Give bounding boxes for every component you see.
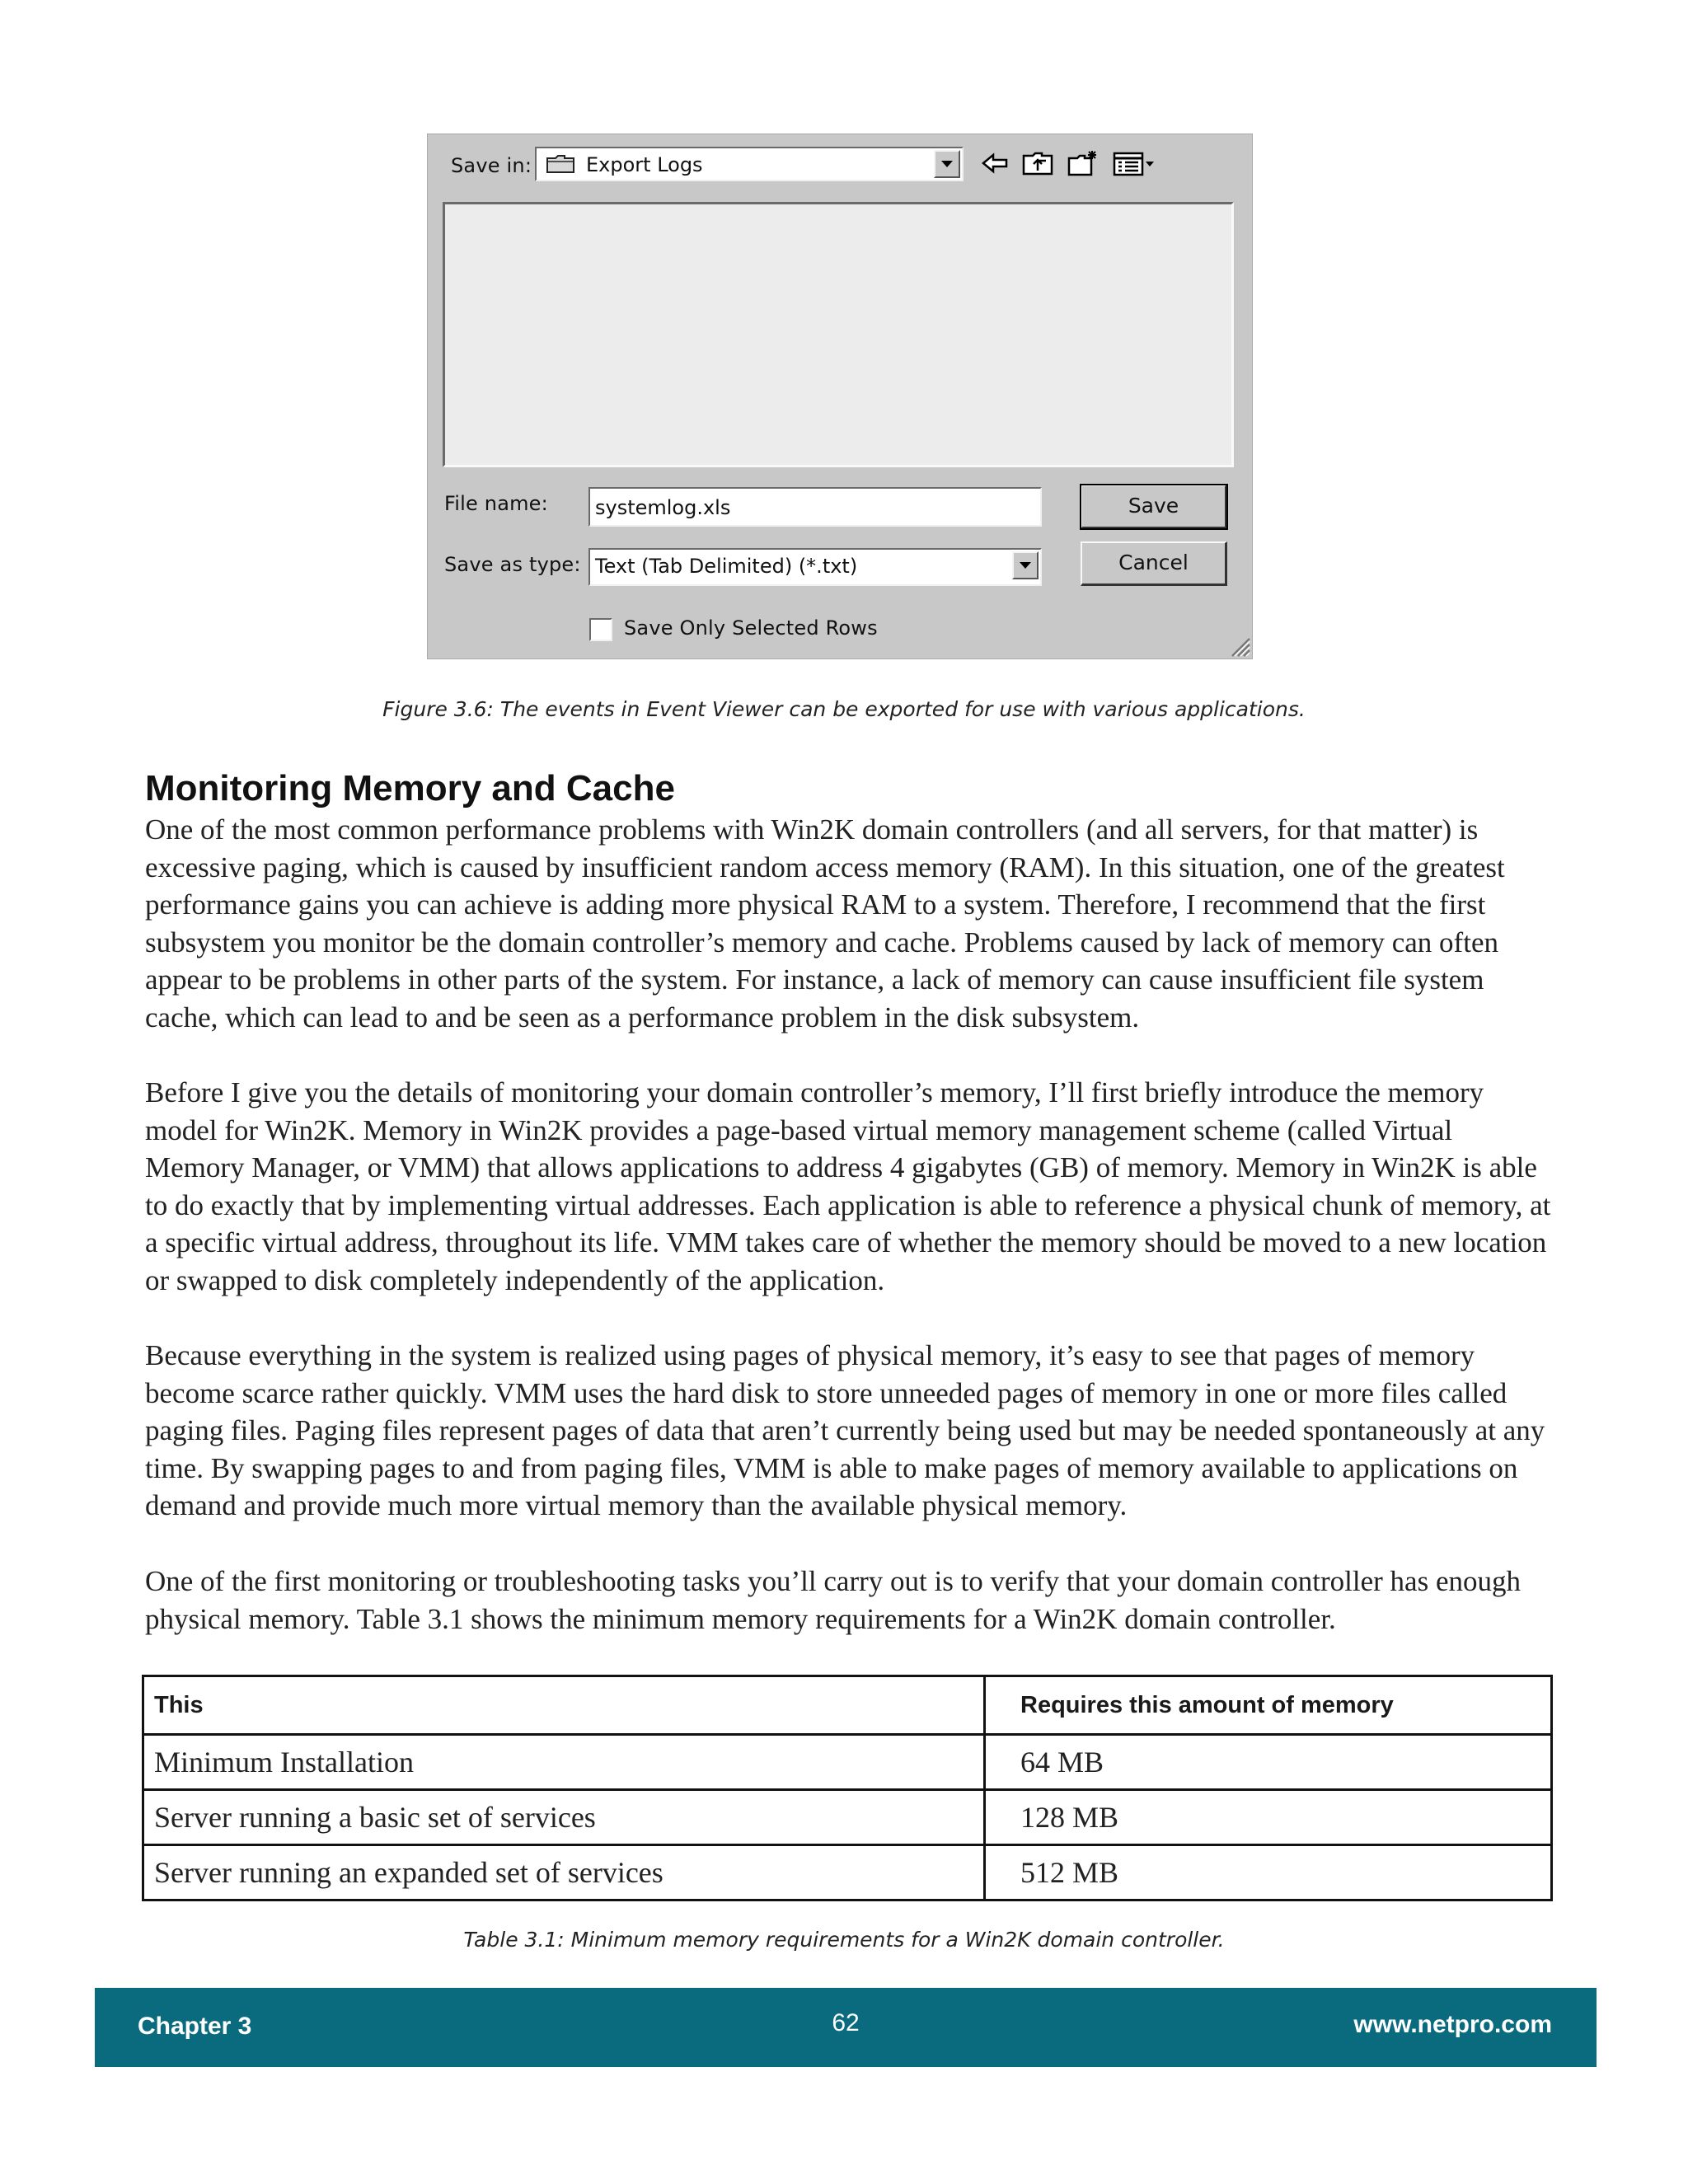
paragraph: One of the first monitoring or troubleshooting tasks you’ll carry out is to verify that your domain controller has enough physical memory. Table 3.1 shows the minimum memory requirements for a Win2K domain controller. [145, 1565, 1521, 1635]
save-as-type-dropdown[interactable] [588, 548, 1042, 586]
new-folder-icon[interactable] [1067, 149, 1100, 177]
table-cell: 512 MB [985, 1845, 1552, 1900]
save-dialog-screenshot [427, 134, 1253, 659]
save-selected-rows-checkbox[interactable] [589, 618, 612, 641]
figure-caption: Figure 3.6: The events in Event Viewer can be exported for use with various applications. [382, 697, 1306, 721]
chevron-down-icon[interactable] [934, 150, 960, 178]
table-cell: Server running an expanded set of services [143, 1845, 985, 1900]
save-in-value: Export Logs [586, 153, 703, 176]
table-row [143, 1790, 1552, 1845]
save-in-label: Save in: [451, 154, 532, 177]
paragraph: One of the most common performance problems with Win2K domain controllers (and all servers, for that matter) is excessive paging, which is caused by insufficient random access memory (RAM). In this situation, one of the greatest performance gains you can achieve is adding more physical RAM to a system. Therefore, I recommend that the first subsystem you monitor be the domain controller’s memory and cache. Problems caused by lack of memory can often appear to be problems in other parts of the system. For instance, a lack of memory can cause insufficient file system cache, which can lead to and be seen as a performance problem in the disk subsystem. [145, 813, 1505, 1033]
back-arrow-icon[interactable] [978, 149, 1011, 177]
save-as-type-value: Text (Tab Delimited) (*.txt) [595, 555, 858, 578]
page-footer [95, 1988, 1597, 2067]
table-caption: Table 3.1: Minimum memory requirements for a Win2K domain controller. [463, 1928, 1225, 1952]
file-name-input[interactable]: systemlog.xls [588, 487, 1042, 527]
chevron-down-icon[interactable] [1012, 551, 1039, 579]
folder-icon [546, 155, 574, 173]
section-heading: Monitoring Memory and Cache [145, 768, 675, 808]
table-header-row [143, 1676, 1552, 1735]
table-header-cell: Requires this amount of memory [985, 1676, 1552, 1735]
paragraph: Before I give you the details of monitoring your domain controller’s memory, I’ll first briefly introduce the memory model for Win2K. Memory in Win2K provides a page-based virtual memory management scheme (called Virtual Memory Manager, or VMM) that allows applications to address 4 gigabytes (GB) of memory. Memory in Win2K is able to do exactly that by implementing virtual addresses. Each application is able to reference a physical chunk of memory, at a specific virtual address, throughout its life. VMM takes care of whether the memory should be moved to a new location or swapped to disk completely independently of the application. [145, 1076, 1551, 1296]
save-as-type-label: Save as type: [444, 553, 581, 576]
cancel-button[interactable]: Cancel [1081, 541, 1227, 586]
table-header-cell: This [143, 1676, 985, 1735]
footer-page-number: 62 [832, 2009, 860, 2036]
checkbox-label: Save Only Selected Rows [624, 616, 878, 640]
save-button[interactable]: Save [1081, 485, 1227, 529]
table-row [143, 1735, 1552, 1790]
footer-chapter: Chapter 3 [138, 2013, 252, 2040]
memory-requirements-table [142, 1675, 1553, 1901]
paragraph: Because everything in the system is realized using pages of physical memory, it’s easy to see that pages of memory become scarce rather quickly. VMM uses the hard disk to store unneeded pages of memory in one or more files called paging files. Paging files represent pages of data that aren’t currently being used but may be needed spontaneously at any time. By swapping pages to and from paging files, VMM is able to make pages of memory available to applications on demand and provide much more virtual memory than the available physical memory. [145, 1339, 1545, 1521]
footer-website-link[interactable]: www.netpro.com [1353, 2011, 1552, 2038]
file-list-area[interactable] [443, 202, 1234, 467]
table-row [143, 1845, 1552, 1900]
up-folder-icon[interactable] [1021, 149, 1054, 177]
view-menu-icon[interactable] [1112, 149, 1158, 177]
save-in-dropdown[interactable] [535, 147, 964, 181]
table-cell: 64 MB [985, 1735, 1552, 1790]
file-name-label: File name: [444, 492, 548, 515]
table-cell: Server running a basic set of services [143, 1790, 985, 1845]
table-cell: 128 MB [985, 1790, 1552, 1845]
table-cell: Minimum Installation [143, 1735, 985, 1790]
resize-grip-icon[interactable] [1227, 634, 1250, 657]
